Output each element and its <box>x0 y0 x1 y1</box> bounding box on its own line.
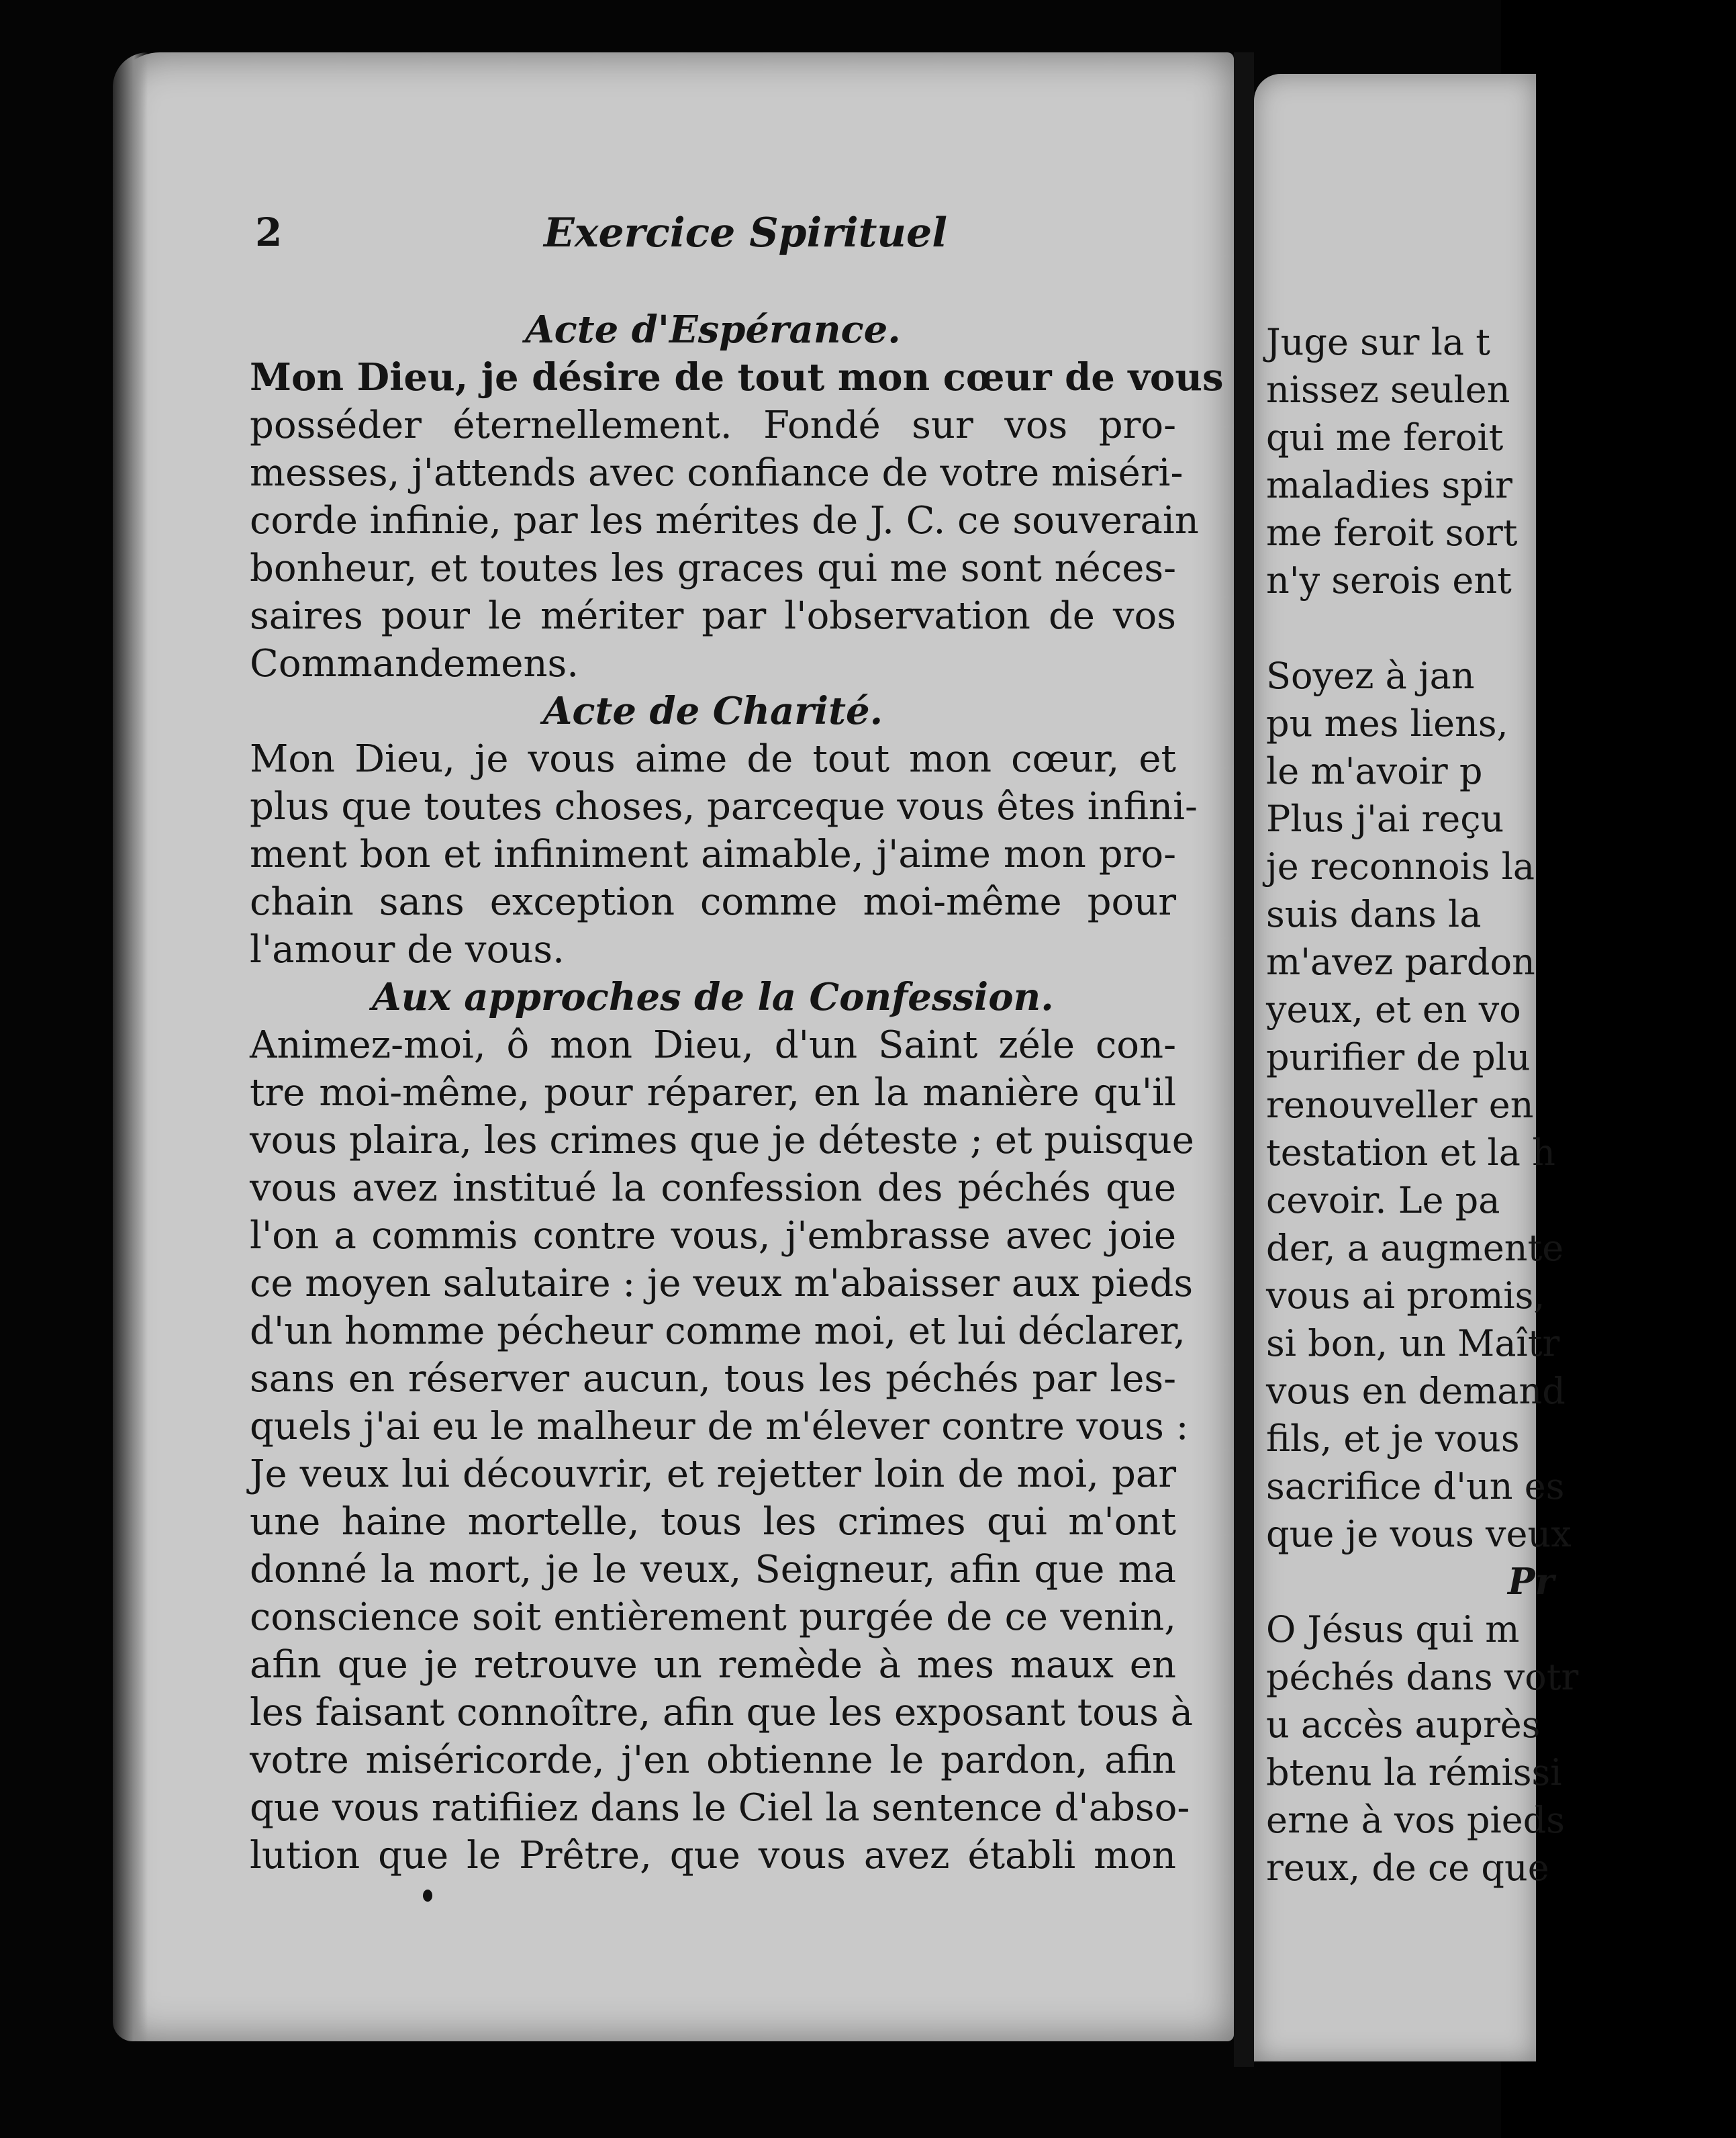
text-line: O Jésus qui m <box>1266 1608 1520 1651</box>
text-line: suis dans la <box>1266 893 1482 935</box>
text-line: chain sans exception comme moi-même pour <box>250 880 1176 924</box>
text-line: je reconnois la <box>1266 845 1535 888</box>
text-line: messes, j'attends avec confiance de votre miséri- <box>250 451 1184 495</box>
text-line: btenu la rémissi <box>1266 1751 1562 1794</box>
text-line: lution que le Prêtre, que vous avez établi mon <box>250 1834 1176 1877</box>
text-line: d'un homme pécheur comme moi, et lui déclarer, <box>250 1309 1186 1353</box>
text-line: que vous ratifiiez dans le Ciel la sentence d'abso- <box>250 1786 1190 1830</box>
text-line: purifier de plu <box>1266 1036 1531 1078</box>
text-line: erne à vos pieds <box>1266 1799 1565 1841</box>
text-line: vous ai promis, <box>1266 1274 1545 1317</box>
text-line: Plus j'ai reçu <box>1266 798 1504 840</box>
text-line: une haine mortelle, tous les crimes qui m'ont <box>250 1500 1176 1544</box>
text-line: der, a augmente <box>1266 1227 1564 1269</box>
text-line: Mon Dieu, je vous aime de tout mon cœur, et <box>250 737 1176 781</box>
running-head <box>255 210 1168 263</box>
text-line: pu mes liens, <box>1266 702 1508 745</box>
text-line: sans en réserver aucun, tous les péchés par les- <box>250 1357 1176 1401</box>
text-line: vous en demand <box>1266 1370 1565 1412</box>
text-line: Mon Dieu, je désire de tout mon cœur de vous <box>250 355 1224 400</box>
section-heading: Acte de Charité. <box>542 689 883 733</box>
ink-speck <box>423 1890 432 1902</box>
left-page-text <box>250 306 1224 1879</box>
text-line: n'y serois ent <box>1266 559 1512 602</box>
text-line: afin que je retrouve un remède à mes maux en <box>250 1643 1176 1687</box>
text-line: les faisant connoître, afin que les exposant tous à <box>250 1691 1194 1734</box>
text-line: l'on a commis contre vous, j'embrasse avec joie <box>250 1214 1176 1258</box>
text-line: vous plaira, les crimes que je déteste ; et puisque <box>250 1119 1194 1162</box>
page-header-title: Exercice Spirituel <box>544 210 947 257</box>
text-line: si bon, un Maîtr <box>1266 1322 1560 1364</box>
text-line: posséder éternellement. Fondé sur vos pro- <box>250 404 1176 447</box>
text-line: testation et la h <box>1266 1131 1555 1174</box>
text-line: Commandemens. <box>250 642 579 686</box>
text-line: maladies spir <box>1266 464 1512 506</box>
text-line: u accès auprès <box>1266 1704 1541 1746</box>
section-heading: Aux approches de la Confession. <box>372 975 1054 1019</box>
text-line: sacrifice d'un es <box>1266 1465 1565 1507</box>
text-line: fils, et je vous <box>1266 1417 1520 1460</box>
text-line: Animez-moi, ô mon Dieu, d'un Saint zéle con- <box>250 1023 1176 1067</box>
text-line: Juge sur la t <box>1266 321 1490 363</box>
section-heading: Acte d'Espérance. <box>525 308 901 352</box>
text-line: qui me feroit <box>1266 416 1504 459</box>
text-line: corde infinie, par les mérites de J. C. ce souverain <box>250 499 1199 543</box>
text-line: reux, de ce que <box>1266 1847 1549 1889</box>
text-line: saires pour le mériter par l'observation de vos <box>250 594 1176 638</box>
text-line: Soyez à jan <box>1266 655 1475 697</box>
book-gutter <box>1234 52 1254 2067</box>
text-line: plus que toutes choses, parceque vous êtes infini- <box>250 785 1198 829</box>
text-line: me feroit sort <box>1266 512 1518 554</box>
text-line: quels j'ai eu le malheur de m'élever contre vous : <box>250 1405 1189 1448</box>
text-line: que je vous veux <box>1266 1513 1572 1555</box>
section-heading-fragment: Pr <box>1508 1560 1555 1603</box>
text-line: Je veux lui découvrir, et rejetter loin de moi, par <box>250 1452 1176 1496</box>
right-page <box>1254 74 1579 2061</box>
text-line: m'avez pardon <box>1266 941 1535 983</box>
text-line: renouveller en <box>1266 1084 1534 1126</box>
text-line: votre miséricorde, j'en obtienne le pardon, afin <box>250 1738 1176 1782</box>
text-line: donné la mort, je le veux, Seigneur, afin que ma <box>250 1548 1176 1591</box>
text-line: vous avez institué la confession des péchés que <box>250 1166 1176 1210</box>
right-page-text <box>1266 318 1736 1892</box>
text-line: conscience soit entièrement purgée de ce venin, <box>250 1595 1176 1639</box>
text-line: ment bon et infiniment aimable, j'aime mon pro- <box>250 833 1176 876</box>
text-line: bonheur, et toutes les graces qui me sont néces- <box>250 547 1176 590</box>
text-line: yeux, et en vo <box>1266 988 1521 1031</box>
text-line: nissez seulen <box>1266 369 1510 411</box>
text-line: l'amour de vous. <box>250 928 565 972</box>
text-line: péchés dans votr <box>1266 1656 1579 1698</box>
text-line: le m'avoir p <box>1266 750 1483 792</box>
page-number: 2 <box>255 210 283 255</box>
text-line: cevoir. Le pa <box>1266 1179 1500 1221</box>
text-line: tre moi-même, pour réparer, en la manière qu'il <box>250 1071 1176 1115</box>
text-line: ce moyen salutaire : je veux m'abaisser aux pieds <box>250 1262 1194 1305</box>
